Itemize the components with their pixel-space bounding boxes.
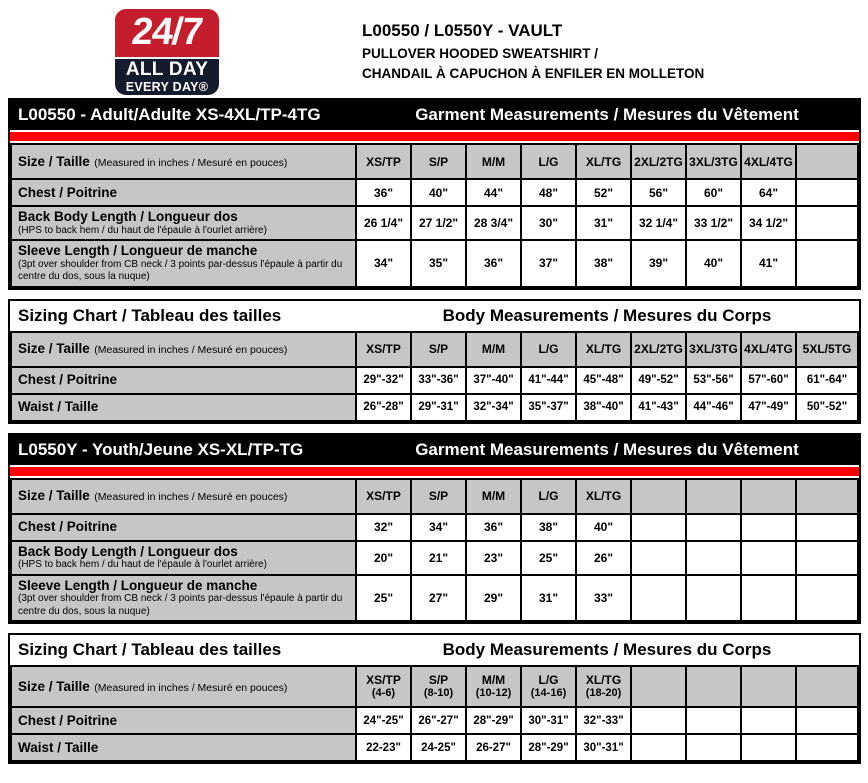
size-col-sublabel: (18-20) [585, 686, 622, 699]
size-col-label: XS/TP [366, 342, 401, 357]
measurement-value: 39" [631, 240, 686, 287]
measurement-value: 50"-52" [796, 394, 858, 421]
logo-247-text: 24/7 [129, 11, 205, 54]
size-col-label: 3XL/3TG [689, 342, 738, 357]
row-note: (HPS to back hem / du haut de l'épaule à l'ourlet arrière) [18, 224, 267, 236]
measurement-value: 28"-29" [466, 707, 521, 734]
size-label: Size / Taille [18, 153, 90, 169]
table-title-right: Body Measurements / Mesures du Corps [442, 305, 772, 325]
measurement-value: 29"-31" [411, 394, 466, 421]
size-col-label: XL/TG [585, 672, 622, 687]
size-col-label: XL/TG [585, 342, 622, 357]
size-col-header [411, 666, 466, 707]
measurements-table-adult-garment [10, 143, 859, 288]
measurement-value: 37"-40" [466, 367, 521, 394]
measurement-value-empty [796, 514, 858, 541]
size-col-header [741, 332, 796, 367]
table-youth-garment [8, 433, 861, 625]
size-col-header-empty [741, 479, 796, 514]
row-label: Chest / Poitrine [18, 712, 118, 728]
measurements-table-adult-body [10, 331, 859, 422]
page-header [0, 0, 868, 98]
brand-logo [115, 9, 219, 95]
measurement-value: 64" [741, 179, 796, 206]
size-label-cell [11, 479, 356, 514]
measurement-value: 41" [741, 240, 796, 287]
size-measure-note: (Measured in inches / Mesuré en pouces) [94, 491, 288, 504]
size-col-header [521, 479, 576, 514]
measurement-value: 47"-49" [741, 394, 796, 421]
measurement-value-empty [631, 707, 686, 734]
table-adult-garment [8, 98, 861, 290]
measurement-value: 23" [466, 541, 521, 575]
logo-allday-text: ALL DAY [125, 59, 209, 81]
measurement-value: 37" [521, 240, 576, 287]
table-title-right: Garment Measurements / Mesures du Vêtement [415, 439, 799, 459]
product-title: L00550 / L0550Y - VAULT [362, 21, 563, 40]
size-col-header [356, 144, 411, 179]
measurement-value: 27 1/2" [411, 206, 466, 240]
size-col-header [576, 666, 631, 707]
row-label: Chest / Poitrine [18, 372, 118, 388]
measurement-value: 29"-32" [356, 367, 411, 394]
measurement-value: 25" [521, 541, 576, 575]
table-title-left: L0550Y - Youth/Jeune XS-XL/TP-TG [18, 439, 304, 459]
table-youth-body [8, 633, 861, 764]
measurement-value: 49"-52" [631, 367, 686, 394]
measurement-value: 26"-28" [356, 394, 411, 421]
row-label: Sleeve Length / Longueur de manche [18, 577, 258, 593]
size-label: Size / Taille [18, 488, 90, 504]
size-col-header [411, 332, 466, 367]
row-label-cell [11, 179, 356, 206]
measurement-value: 57"-60" [741, 367, 796, 394]
measurement-value: 36" [466, 240, 521, 287]
row-label-cell [11, 514, 356, 541]
row-note: (3pt over shoulder from CB neck / 3 points par-dessus l'épaule à partir du centre du dos, sous la nuque) [18, 258, 343, 283]
measurement-value: 56" [631, 179, 686, 206]
measurement-value-empty [796, 541, 858, 575]
size-col-sublabel: (8-10) [423, 686, 454, 699]
size-col-header-empty [631, 479, 686, 514]
measurement-value: 52" [576, 179, 631, 206]
size-col-label: L/G [538, 154, 559, 169]
measurement-value-empty [686, 541, 741, 575]
measurement-value: 45"-48" [576, 367, 631, 394]
measurement-row [11, 179, 858, 206]
measurement-value-empty [741, 541, 796, 575]
measurement-value: 28 3/4" [466, 206, 521, 240]
measurement-value-empty [686, 707, 741, 734]
size-header-row [11, 666, 858, 707]
measurement-value: 35"-37" [521, 394, 576, 421]
measurement-value: 44"-46" [686, 394, 741, 421]
row-label: Sleeve Length / Longueur de manche [18, 243, 258, 259]
size-label-cell [11, 144, 356, 179]
product-subtitle-en: PULLOVER HOODED SWEATSHIRT / [362, 46, 599, 61]
measurement-value: 36" [466, 514, 521, 541]
logo-red-panel [115, 9, 219, 59]
measurement-value-empty [796, 240, 858, 287]
size-col-header-empty [741, 666, 796, 707]
measurement-value: 38"-40" [576, 394, 631, 421]
measurement-value: 48" [521, 179, 576, 206]
size-col-label: M/M [481, 489, 506, 504]
row-label-cell [11, 240, 356, 287]
measurement-value: 30"-31" [576, 734, 631, 761]
measurement-value-empty [796, 179, 858, 206]
measurement-value: 32"-34" [466, 394, 521, 421]
size-col-label: XS/TP [366, 672, 401, 687]
measurement-value: 20" [356, 541, 411, 575]
logo-navy-panel [115, 59, 219, 95]
size-col-label: S/P [428, 342, 449, 357]
measurement-value: 27" [411, 575, 466, 622]
size-col-label: XS/TP [366, 489, 401, 504]
size-label: Size / Taille [18, 341, 90, 357]
measurement-value-empty [686, 734, 741, 761]
size-header-row [11, 332, 858, 367]
size-col-label: M/M [481, 342, 506, 357]
table-title-left: Sizing Chart / Tableau des tailles [18, 305, 282, 325]
size-col-header-empty [796, 666, 858, 707]
size-col-label: 5XL/5TG [802, 342, 852, 357]
measurement-value: 38" [521, 514, 576, 541]
size-col-sublabel: (4-6) [371, 686, 396, 699]
measurement-value: 21" [411, 541, 466, 575]
measurement-value: 40" [686, 240, 741, 287]
size-col-header [631, 144, 686, 179]
size-col-label: M/M [481, 672, 506, 687]
size-col-sublabel: (14-16) [530, 686, 567, 699]
size-col-header [686, 332, 741, 367]
measurement-value: 33 1/2" [686, 206, 741, 240]
measurement-value: 41"-43" [631, 394, 686, 421]
size-col-header [576, 332, 631, 367]
size-col-header [466, 666, 521, 707]
size-measure-note: (Measured in inches / Mesuré en pouces) [94, 344, 288, 357]
measurement-value: 31" [576, 206, 631, 240]
measurement-value: 44" [466, 179, 521, 206]
size-tables-container [8, 98, 861, 764]
size-col-header [356, 479, 411, 514]
size-header-row [11, 479, 858, 514]
size-col-header-empty [631, 666, 686, 707]
size-label-cell [11, 332, 356, 367]
size-col-label: 4XL/4TG [744, 154, 793, 169]
size-col-label: 3XL/3TG [689, 154, 738, 169]
size-measure-note: (Measured in inches / Mesuré en pouces) [94, 156, 288, 169]
measurement-value: 30" [521, 206, 576, 240]
size-col-header [796, 332, 858, 367]
table-title-left: Sizing Chart / Tableau des tailles [18, 640, 282, 660]
measurement-value-empty [631, 541, 686, 575]
measurement-value: 36" [356, 179, 411, 206]
size-col-header-empty [686, 479, 741, 514]
row-label: Waist / Taille [18, 739, 99, 755]
measurement-value: 34 1/2" [741, 206, 796, 240]
size-col-header [576, 479, 631, 514]
measurement-value-empty [741, 707, 796, 734]
size-col-label: S/P [428, 154, 449, 169]
measurement-value-empty [796, 575, 858, 622]
measurements-table-youth-garment [10, 478, 859, 623]
measurement-value: 32" [356, 514, 411, 541]
measurement-row [11, 240, 858, 287]
measurement-value: 60" [686, 179, 741, 206]
measurement-row [11, 367, 858, 394]
size-col-label: XS/TP [366, 154, 401, 169]
measurement-value: 40" [411, 179, 466, 206]
size-col-header [631, 332, 686, 367]
table-header-adult-garment [10, 100, 859, 130]
size-col-header [411, 479, 466, 514]
size-col-label: L/G [538, 342, 559, 357]
size-col-header-empty [796, 144, 858, 179]
product-titles [362, 21, 704, 83]
row-label: Chest / Poitrine [18, 184, 118, 200]
row-label-cell [11, 367, 356, 394]
measurement-value: 53"-56" [686, 367, 741, 394]
measurement-value-empty [741, 575, 796, 622]
logo-everyday-text: EVERY DAY® [125, 80, 209, 95]
measurement-value: 26" [576, 541, 631, 575]
measurement-value-empty [631, 514, 686, 541]
row-label: Waist / Taille [18, 399, 99, 415]
size-col-header [741, 144, 796, 179]
measurement-value: 25" [356, 575, 411, 622]
size-col-header [521, 332, 576, 367]
measurement-value-empty [741, 734, 796, 761]
measurement-value: 33"-36" [411, 367, 466, 394]
row-label-cell [11, 707, 356, 734]
measurement-value-empty [741, 514, 796, 541]
measurements-table-youth-body [10, 665, 859, 762]
size-col-header [466, 479, 521, 514]
size-col-label: S/P [428, 489, 449, 504]
measurement-value: 41"-44" [521, 367, 576, 394]
measurement-row [11, 514, 858, 541]
row-note: (3pt over shoulder from CB neck / 3 points par-dessus l'épaule à partir du centre du dos, sous la nuque) [18, 593, 343, 617]
measurement-value-empty [686, 575, 741, 622]
size-col-header [356, 666, 411, 707]
size-col-header [411, 144, 466, 179]
measurement-value: 29" [466, 575, 521, 622]
row-note: (HPS to back hem / du haut de l'épaule à l'ourlet arrière) [18, 559, 267, 571]
measurement-row [11, 541, 858, 575]
measurement-value: 30"-31" [521, 707, 576, 734]
measurement-value: 26 1/4" [356, 206, 411, 240]
measurement-value-empty [796, 707, 858, 734]
table-adult-body [8, 299, 861, 424]
table-title-left: L00550 - Adult/Adulte XS-4XL/TP-4TG [18, 105, 321, 124]
size-col-label: 4XL/4TG [744, 342, 793, 357]
size-col-label: L/G [538, 489, 559, 504]
red-stripe [10, 130, 859, 143]
row-label-cell [11, 541, 356, 575]
measurement-value: 28"-29" [521, 734, 576, 761]
measurement-row [11, 707, 858, 734]
measurement-row [11, 394, 858, 421]
size-col-sublabel: (10-12) [475, 686, 512, 699]
size-col-header [576, 144, 631, 179]
table-header-youth-body [10, 635, 859, 665]
measurement-value: 32 1/4" [631, 206, 686, 240]
measurement-value: 61"-64" [796, 367, 858, 394]
size-measure-note: (Measured in inches / Mesuré en pouces) [94, 681, 288, 694]
measurement-value: 24-25" [411, 734, 466, 761]
size-label-cell [11, 666, 356, 707]
size-col-label: S/P [428, 672, 449, 687]
size-header-row [11, 144, 858, 179]
measurement-value: 22-23" [356, 734, 411, 761]
size-col-header [466, 332, 521, 367]
measurement-row [11, 734, 858, 761]
size-col-header [466, 144, 521, 179]
size-label: Size / Taille [18, 678, 90, 694]
size-col-header [521, 666, 576, 707]
row-label-cell [11, 734, 356, 761]
row-label-cell [11, 394, 356, 421]
measurement-value: 32"-33" [576, 707, 631, 734]
size-col-header [521, 144, 576, 179]
measurement-value: 31" [521, 575, 576, 622]
measurement-value: 34" [356, 240, 411, 287]
size-col-label: XL/TG [585, 489, 622, 504]
measurement-row [11, 575, 858, 622]
size-col-label: XL/TG [585, 154, 622, 169]
measurement-row [11, 206, 858, 240]
row-label-cell [11, 206, 356, 240]
measurement-value-empty [631, 734, 686, 761]
row-label: Back Body Length / Longueur dos [18, 543, 238, 559]
measurement-value-empty [631, 575, 686, 622]
measurement-value: 33" [576, 575, 631, 622]
size-col-header-empty [796, 479, 858, 514]
measurement-value: 35" [411, 240, 466, 287]
size-col-label: 2XL/2TG [634, 342, 683, 357]
table-title-right: Garment Measurements / Mesures du Vêtement [415, 105, 799, 124]
size-col-header [356, 332, 411, 367]
table-header-youth-garment [10, 435, 859, 465]
measurement-value: 26"-27" [411, 707, 466, 734]
measurement-value: 40" [576, 514, 631, 541]
row-label-cell [11, 575, 356, 622]
row-label: Chest / Poitrine [18, 519, 118, 535]
measurement-value-empty [796, 734, 858, 761]
measurement-value: 34" [411, 514, 466, 541]
row-label: Back Body Length / Longueur dos [18, 209, 238, 224]
measurement-value-empty [796, 206, 858, 240]
measurement-value: 26-27" [466, 734, 521, 761]
size-col-header [686, 144, 741, 179]
measurement-value: 38" [576, 240, 631, 287]
measurement-value-empty [686, 514, 741, 541]
product-subtitle-fr: CHANDAIL À CAPUCHON À ENFILER EN MOLLETON [362, 65, 705, 81]
size-col-label: M/M [481, 154, 506, 169]
red-stripe [10, 465, 859, 478]
size-col-header-empty [686, 666, 741, 707]
size-col-label: L/G [538, 672, 559, 687]
measurement-value: 24"-25" [356, 707, 411, 734]
table-title-right: Body Measurements / Mesures du Corps [442, 640, 772, 660]
table-header-adult-body [10, 301, 859, 331]
size-col-label: 2XL/2TG [634, 154, 683, 169]
